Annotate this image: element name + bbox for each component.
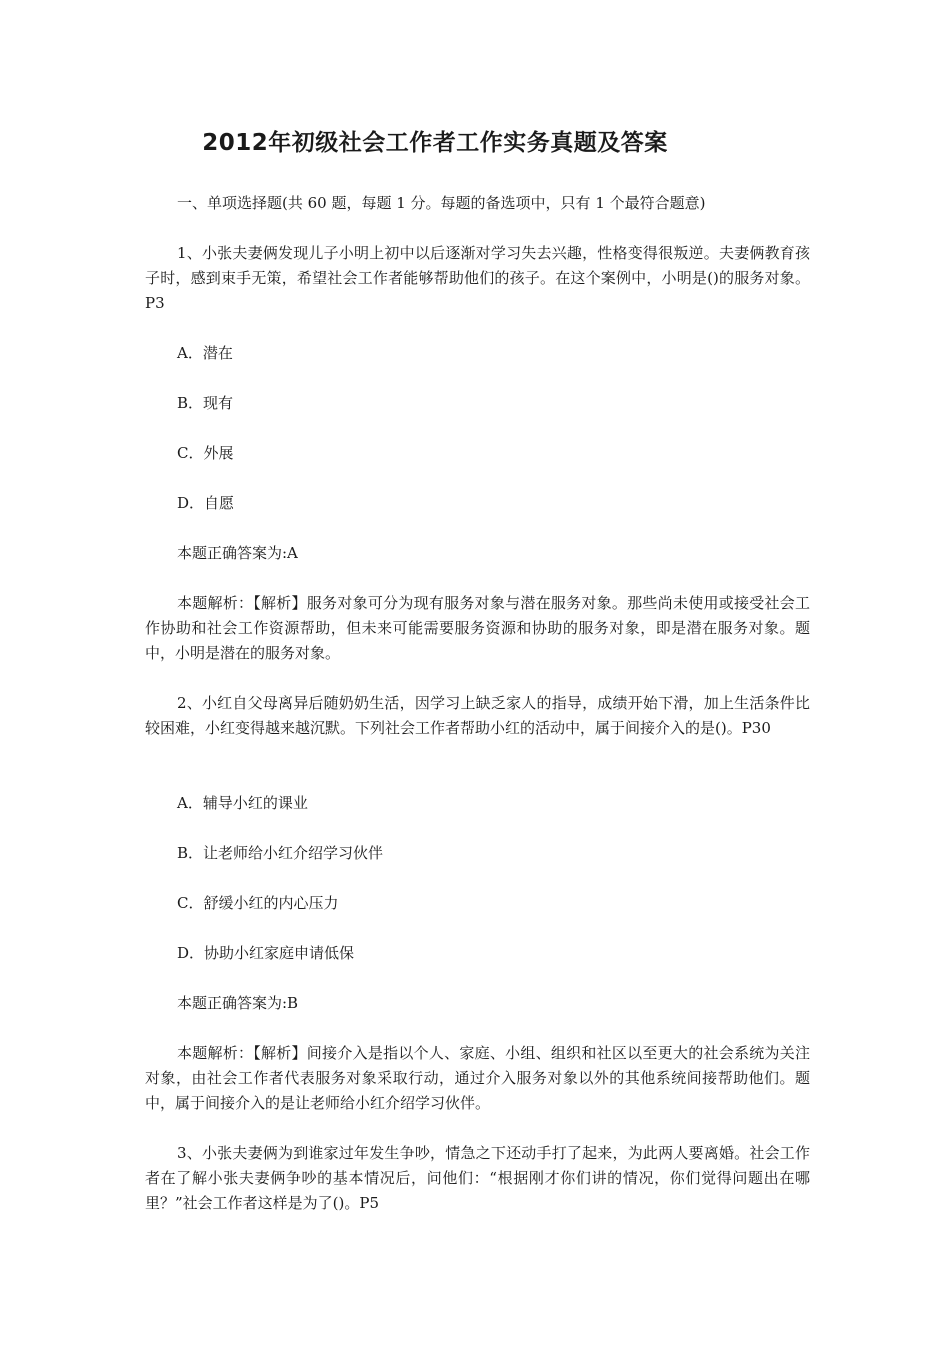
- question-2-stem: 2、小红自父母离异后随奶奶生活，因学习上缺乏家人的指导，成绩开始下滑，加上生活条件比较困难，小红变得越来越沉默。下列社会工作者帮助小红的活动中，属于间接介入的是()。P30: [145, 694, 810, 737]
- document-title: 2012年初级社会工作者工作实务真题及答案: [202, 130, 668, 156]
- question-1-option-c: C．外展: [177, 444, 234, 462]
- question-1-option-b: B．现有: [177, 394, 234, 412]
- question-1-answer: 本题正确答案为:A: [177, 544, 298, 562]
- question-1-stem: 1、小张夫妻俩发现儿子小明上初中以后逐渐对学习失去兴趣，性格变得很叛逆。夫妻俩教育孩子时，感到束手无策，希望社会工作者能够帮助他们的孩子。在这个案例中，小明是()的服务对象。P3: [145, 244, 810, 312]
- question-2-option-c: C．舒缓小红的内心压力: [177, 894, 339, 912]
- section-heading: 一、单项选择题(共 60 题，每题 1 分。每题的备选项中，只有 1 个最符合题意): [177, 194, 706, 212]
- question-2-option-d: D．协助小红家庭申请低保: [177, 944, 355, 962]
- question-3-stem: 3、小张夫妻俩为到谁家过年发生争吵，情急之下还动手打了起来，为此两人要离婚。社会工作者在了解小张夫妻俩争吵的基本情况后，问他们：“根据刚才你们讲的情况，你们觉得问题出在哪里？”社会工作者这样是为了()。P5: [145, 1144, 810, 1212]
- question-2-answer: 本题正确答案为:B: [177, 994, 299, 1012]
- question-1-option-a: A．潜在: [177, 344, 233, 362]
- question-2-option-a: A．辅导小红的课业: [177, 794, 308, 812]
- question-1-analysis: 本题解析：【解析】服务对象可分为现有服务对象与潜在服务对象。那些尚未使用或接受社会工作协助和社会工作资源帮助，但未来可能需要服务资源和协助的服务对象，即是潜在服务对象。题中，小明是潜在的服务对象。: [145, 594, 810, 662]
- question-2-analysis: 本题解析：【解析】间接介入是指以个人、家庭、小组、组织和社区以至更大的社会系统为关注对象，由社会工作者代表服务对象采取行动，通过介入服务对象以外的其他系统间接帮助他们。题中，属于间接介入的是让老师给小红介绍学习伙伴。: [145, 1044, 810, 1112]
- question-2-option-b: B．让老师给小红介绍学习伙伴: [177, 844, 384, 862]
- question-1-option-d: D．自愿: [177, 494, 235, 512]
